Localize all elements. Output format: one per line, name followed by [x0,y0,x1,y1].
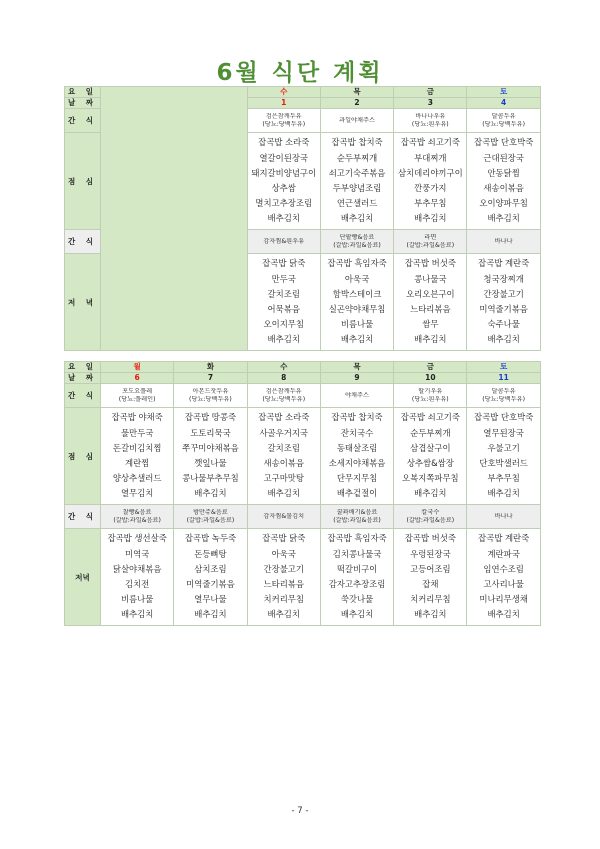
date-label: 날 짜 [65,373,101,384]
page-title: 6월 식단 계획 [216,60,384,86]
weekday-header: 화 [174,362,247,373]
dinner-cell: 잡곡밥 녹두죽 돈등뼈탕 삼치조림 미역줄기볶음 열무나물 배추김치 [174,529,247,626]
weekday-header: 월 [101,362,174,373]
snack-cell: 감자찜&흰우유 [247,230,320,254]
lunch-row [65,408,541,505]
lunch-cell: 잡곡밥 단호박죽 근대된장국 안동닭찜 새송이볶음 오이양파무침 배추김치 [467,133,540,230]
weekday-row [65,362,541,373]
dinner-row [65,529,541,626]
weekday-header: 목 [320,87,393,98]
snack-cell: 딸기우유 (당뇨:흰우유) [394,384,467,408]
snack-label: 간 식 [65,384,101,408]
lunch-cell: 잡곡밥 야채죽 물만두국 돈갈비김치찜 계란찜 양상추샐러드 열무김치 [101,408,174,505]
lunch-cell: 잡곡밥 소라죽 열갈이된장국 돼지갈비양념구이 상추쌈 멸치고추장조림 배추김치 [247,133,320,230]
snack-cell: 단팥빵&음료 (갈밥:과일&음료) [320,230,393,254]
snack-cell: 꿀꽈배기&음료 (갈밥:과일&음료) [320,505,393,529]
dinner-cell: 잡곡밥 버섯죽 콩나물국 오리오븐구이 느타리볶음 쌈무 배추김치 [394,254,467,351]
meal-plan-week-1 [64,86,541,351]
snack-cell: 감자찜&물김치 [247,505,320,529]
dinner-label: 저녁 [65,529,101,626]
snack-cell: 바나나우유 (당뇨:흰우유) [394,109,467,133]
date-cell: 3 [394,98,467,109]
snack-cell: 아몬드잣두유 (당뇨:당백두유) [174,384,247,408]
am-snack-row [65,384,541,408]
weekday-header: 토 [467,87,540,98]
blank-area [101,87,248,351]
dinner-cell: 잡곡밥 생선살죽 미역국 닭살야채볶음 김치전 비름나물 배추김치 [101,529,174,626]
dinner-cell: 잡곡밥 흑임자죽 김치콩나물국 떡갈비구이 감자고추장조림 쑥갓나물 배추김치 [320,529,393,626]
meal-plan-week-2 [64,361,541,626]
snack-cell: 찰빵&음료 (갈밥:과일&음료) [101,505,174,529]
lunch-cell: 잡곡밥 소라죽 사골우거지국 갈치조림 새송이볶음 고구마맛탕 배추김치 [247,408,320,505]
snack-cell: 바나나 [467,505,540,529]
dinner-cell: 잡곡밥 흑임자죽 아욱국 함박스테이크 실곤약야채무침 비름나물 배추김치 [320,254,393,351]
dinner-label: 저 녁 [65,254,101,351]
snack-cell: 라면 (갈밥:과일&음료) [394,230,467,254]
snack-cell: 달콤두유 (당뇨:당백두유) [467,384,540,408]
snack-label: 간 식 [65,230,101,254]
weekday-header: 목 [320,362,393,373]
lunch-cell: 잡곡밥 찹치죽 순두부찌개 쇠고기숙주볶음 두부양념조림 연근샐러드 배추김치 [320,133,393,230]
lunch-cell: 잡곡밥 쇠고기죽 순두부찌개 삼겹살구이 상추쌈&쌈장 오복지쪽파무침 배추김치 [394,408,467,505]
snack-cell: 밤만쥬&음료 (갈밥:과일&음료) [174,505,247,529]
dinner-cell: 잡곡밥 버섯죽 우렁된장국 고등어조림 잡채 치커리무침 배추김치 [394,529,467,626]
date-cell: 11 [467,373,540,384]
weekday-row [65,87,541,98]
date-cell: 1 [247,98,320,109]
lunch-cell: 잡곡밥 단호박죽 열무된장국 우불고기 단호박샐러드 부추무침 배추김치 [467,408,540,505]
date-cell: 2 [320,98,393,109]
snack-label: 간 식 [65,109,101,133]
date-cell: 6 [101,373,174,384]
dinner-cell: 잡곡밥 닭죽 만두국 갈치조림 어묵볶음 오이지무침 배추김치 [247,254,320,351]
snack-cell: 야채주스 [320,384,393,408]
snack-cell: 검은참깨두유 (당뇨:당백두유) [247,384,320,408]
snack-cell: 과일야채주스 [320,109,393,133]
weekday-header: 토 [467,362,540,373]
date-cell: 9 [320,373,393,384]
dinner-cell: 잡곡밥 계란죽 계란파국 임연수조림 고사리나물 미나리무생채 배추김치 [467,529,540,626]
lunch-cell: 잡곡밥 쇠고기죽 부대찌개 삼치데리야끼구이 깐풍가지 부추무침 배추김치 [394,133,467,230]
page-number: - 7 - [291,806,309,816]
weekday-label: 요 일 [65,87,101,98]
date-label: 날 짜 [65,98,101,109]
dinner-cell: 잡곡밥 닭죽 아욱국 간장불고기 느타리볶음 치커리무침 배추김치 [247,529,320,626]
lunch-label: 점 심 [65,408,101,505]
snack-cell: 검은참깨두유 (당뇨:당백두유) [247,109,320,133]
weekday-header: 금 [394,362,467,373]
date-cell: 10 [394,373,467,384]
dinner-cell: 잡곡밥 계란죽 청국장찌개 간장불고기 미역줄기볶음 숙주나물 배추김치 [467,254,540,351]
weekday-header: 수 [247,362,320,373]
pm-snack-row [65,505,541,529]
lunch-cell: 잡곡밥 땅콩죽 도토리묵국 쭈꾸미야채볶음 깻잎나물 콩나물부추무침 배추김치 [174,408,247,505]
lunch-label: 점 심 [65,133,101,230]
snack-cell: 칼국수 (갈밥:과일&음료) [394,505,467,529]
date-cell: 8 [247,373,320,384]
snack-cell: 바나나 [467,230,540,254]
date-row [65,373,541,384]
snack-cell: 포도요플레 (당뇨:플레인) [101,384,174,408]
lunch-cell: 잡곡밥 찹치죽 잔치국수 동태살조림 소세지야채볶음 단무지무침 배추겉절이 [320,408,393,505]
weekday-header: 금 [394,87,467,98]
date-cell: 4 [467,98,540,109]
snack-cell: 달콤두유 (당뇨:당백두유) [467,109,540,133]
weekday-header: 수 [247,87,320,98]
snack-label: 간 식 [65,505,101,529]
date-cell: 7 [174,373,247,384]
weekday-label: 요 일 [65,362,101,373]
